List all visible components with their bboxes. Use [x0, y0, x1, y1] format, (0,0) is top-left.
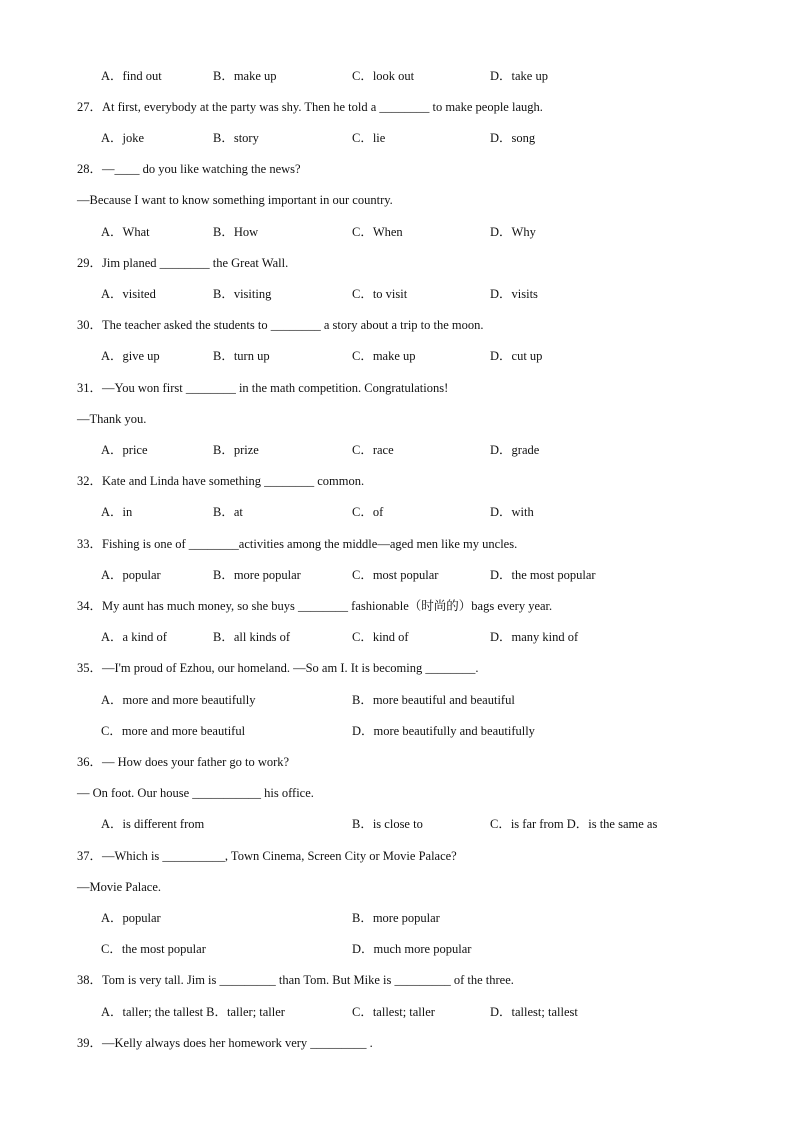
q33-option-b: B．more popular — [213, 568, 301, 582]
q35-option-c: C．more and more beautiful — [101, 724, 246, 738]
q34-option-a: A．a kind of — [101, 630, 167, 644]
q33-option-d: D．the most popular — [490, 568, 596, 582]
q34-stem: 34．My aunt has much money, so she buys ________ fashionable（时尚的）bags every year. — [77, 599, 553, 613]
q28-option-c: C．When — [352, 225, 403, 239]
q35-option-d: D．more beautifully and beautifully — [352, 724, 535, 738]
q28-stem: 28．—____ do you like watching the news? — [77, 162, 301, 176]
q27-stem: 27．At first, everybody at the party was shy. Then he told a ________ to make people laugh. — [77, 100, 543, 114]
q32-option-c: C．of — [352, 505, 384, 519]
q27-option-b: B．story — [213, 131, 259, 145]
q32-option-a: A．in — [101, 505, 133, 519]
q32-option-b: B．at — [213, 505, 243, 519]
q26-option-b: B．make up — [213, 69, 277, 83]
q38-option-c: C．tallest; taller — [352, 1005, 435, 1019]
q37-option-d: D．much more popular — [352, 942, 472, 956]
q37-reply: —Movie Palace. — [77, 880, 162, 894]
q27-option-d: D．song — [490, 131, 536, 145]
q29-stem: 29．Jim planed ________ the Great Wall. — [77, 256, 289, 270]
q29-option-d: D．visits — [490, 287, 538, 301]
q30-option-c: C．make up — [352, 349, 416, 363]
q26-option-c: C．look out — [352, 69, 415, 83]
q28-option-d: D．Why — [490, 225, 536, 239]
q36-reply: — On foot. Our house ___________ his office. — [77, 786, 314, 800]
q30-option-d: D．cut up — [490, 349, 543, 363]
q35-option-b: B．more beautiful and beautiful — [352, 693, 515, 707]
q37-option-c: C．the most popular — [101, 942, 206, 956]
q28-option-b: B．How — [213, 225, 259, 239]
q39-stem: 39．—Kelly always does her homework very _________ . — [77, 1036, 373, 1050]
q36-option-a: A．is different from — [101, 817, 205, 831]
q31-option-b: B．prize — [213, 443, 259, 457]
q36-stem: 36．— How does your father go to work? — [77, 755, 290, 769]
q37-option-a: A．popular — [101, 911, 161, 925]
q33-option-c: C．most popular — [352, 568, 439, 582]
q31-reply: —Thank you. — [77, 412, 147, 426]
q29-option-a: A．visited — [101, 287, 156, 301]
q28-option-a: A．What — [101, 225, 150, 239]
q31-stem: 31．—You won first ________ in the math competition. Congratulations! — [77, 381, 449, 395]
q29-option-b: B．visiting — [213, 287, 272, 301]
q28-reply: —Because I want to know something important in our country. — [77, 193, 393, 207]
q36-option-cd: C．is far from D．is the same as — [490, 817, 658, 831]
q32-option-d: D．with — [490, 505, 534, 519]
q31-option-a: A．price — [101, 443, 148, 457]
q37-option-b: B．more popular — [352, 911, 440, 925]
q26-option-a: A．find out — [101, 69, 162, 83]
q27-option-c: C．lie — [352, 131, 386, 145]
q33-stem: 33．Fishing is one of ________activities among the middle—aged men like my uncles. — [77, 537, 518, 551]
q35-option-a: A．more and more beautifully — [101, 693, 256, 707]
q35-stem: 35．—I'm proud of Ezhou, our homeland. —So am I. It is becoming ________. — [77, 661, 479, 675]
q38-option-d: D．tallest; tallest — [490, 1005, 578, 1019]
q31-option-d: D．grade — [490, 443, 540, 457]
q36-option-b: B．is close to — [352, 817, 423, 831]
q26-option-d: D．take up — [490, 69, 548, 83]
q33-option-a: A．popular — [101, 568, 161, 582]
q34-option-d: D．many kind of — [490, 630, 579, 644]
q30-option-a: A．give up — [101, 349, 160, 363]
q38-option-ab: A．taller; the tallest B．taller; taller — [101, 1005, 285, 1019]
q32-stem: 32．Kate and Linda have something ________ common. — [77, 474, 365, 488]
q38-stem: 38．Tom is very tall. Jim is _________ than Tom. But Mike is _________ of the three. — [77, 973, 514, 987]
q30-option-b: B．turn up — [213, 349, 270, 363]
q29-option-c: C．to visit — [352, 287, 408, 301]
q34-option-b: B．all kinds of — [213, 630, 291, 644]
q37-stem: 37．—Which is __________, Town Cinema, Screen City or Movie Palace? — [77, 849, 457, 863]
q34-option-c: C．kind of — [352, 630, 409, 644]
q30-stem: 30．The teacher asked the students to ________ a story about a trip to the moon. — [77, 318, 484, 332]
q31-option-c: C．race — [352, 443, 394, 457]
q27-option-a: A．joke — [101, 131, 145, 145]
